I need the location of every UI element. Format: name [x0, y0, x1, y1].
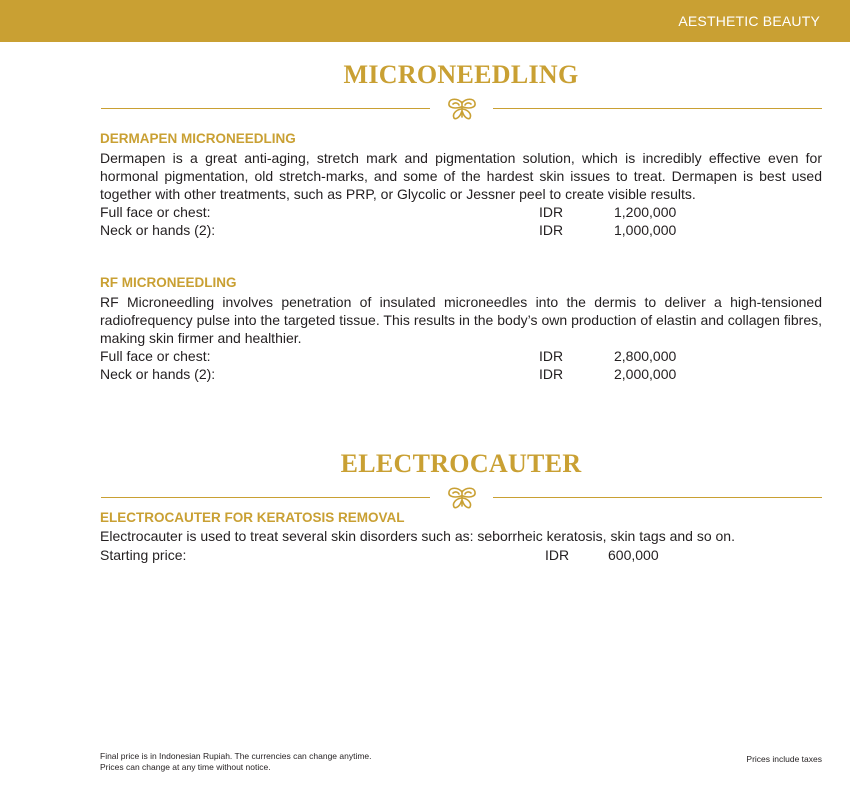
- treatment-title-rf-microneedling: RF MICRONEEDLING: [100, 275, 237, 290]
- price-amount: 600,000: [608, 547, 659, 563]
- section-title-electrocauter: ELECTROCAUTER: [340, 449, 582, 478]
- price-row: [100, 203, 822, 221]
- price-currency: IDR: [545, 547, 570, 563]
- treatment-description-dermapen: Dermapen is a great anti-aging, stretch mark and pigmentation solution, which is incredibly effective even for hormonal pigmentation, old stretch-marks, and some of the hardest skin issues to treat. Dermapen is best used together with other treatments, such as PRP, or Glycolic or Jessner peel to create visible results.: [100, 150, 822, 202]
- price-amount: 1,200,000: [614, 204, 677, 220]
- butterfly-ornament-icon: [446, 97, 478, 121]
- treatment-title-electrocauter: ELECTROCAUTER FOR KERATOSIS REMOVAL: [100, 510, 405, 525]
- price-currency: IDR: [539, 366, 564, 382]
- price-currency: IDR: [539, 204, 564, 220]
- divider-line-right: [493, 497, 822, 498]
- price-label: Starting price:: [100, 547, 187, 563]
- divider-line-left: [101, 108, 430, 109]
- price-amount: 2,800,000: [614, 348, 677, 364]
- section-divider: [101, 97, 822, 121]
- footer-note-line: Final price is in Indonesian Rupiah. The currencies can change anytime.: [100, 751, 372, 761]
- price-row: [100, 221, 822, 239]
- price-currency: IDR: [539, 222, 564, 238]
- price-row: [100, 365, 822, 383]
- header-bar: [0, 0, 850, 42]
- treatment-description-electrocauter: Electrocauter is used to treat several skin disorders such as: seborrheic keratosis, skin tags and so on.: [100, 528, 735, 544]
- price-currency: IDR: [539, 348, 564, 364]
- section-title-microneedling: MICRONEEDLING: [343, 60, 579, 89]
- section-divider: [101, 486, 822, 510]
- footer-note-line: Prices can change at any time without notice.: [100, 762, 271, 772]
- divider-line-left: [101, 497, 430, 498]
- price-row: [100, 546, 822, 564]
- treatment-title-dermapen: DERMAPEN MICRONEEDLING: [100, 131, 296, 146]
- header-category-label: AESTHETIC BEAUTY: [678, 13, 820, 29]
- price-amount: 2,000,000: [614, 366, 677, 382]
- footer-note: [100, 751, 372, 773]
- price-row: [100, 347, 822, 365]
- price-amount: 1,000,000: [614, 222, 677, 238]
- treatment-description-rf-microneedling: RF Microneedling involves penetration of insulated microneedles into the dermis to deliver a high-tensioned radiofrequency pulse into the targeted tissue. This results in the body’s own production of elastin and collagen fibres, making skin firmer and healthier.: [100, 294, 822, 346]
- footer-taxes-note: Prices include taxes: [746, 754, 822, 764]
- price-label: Full face or chest:: [100, 204, 211, 220]
- price-label: Neck or hands (2):: [100, 222, 216, 238]
- price-label: Neck or hands (2):: [100, 366, 216, 382]
- price-label: Full face or chest:: [100, 348, 211, 364]
- divider-line-right: [493, 108, 822, 109]
- butterfly-ornament-icon: [446, 486, 478, 510]
